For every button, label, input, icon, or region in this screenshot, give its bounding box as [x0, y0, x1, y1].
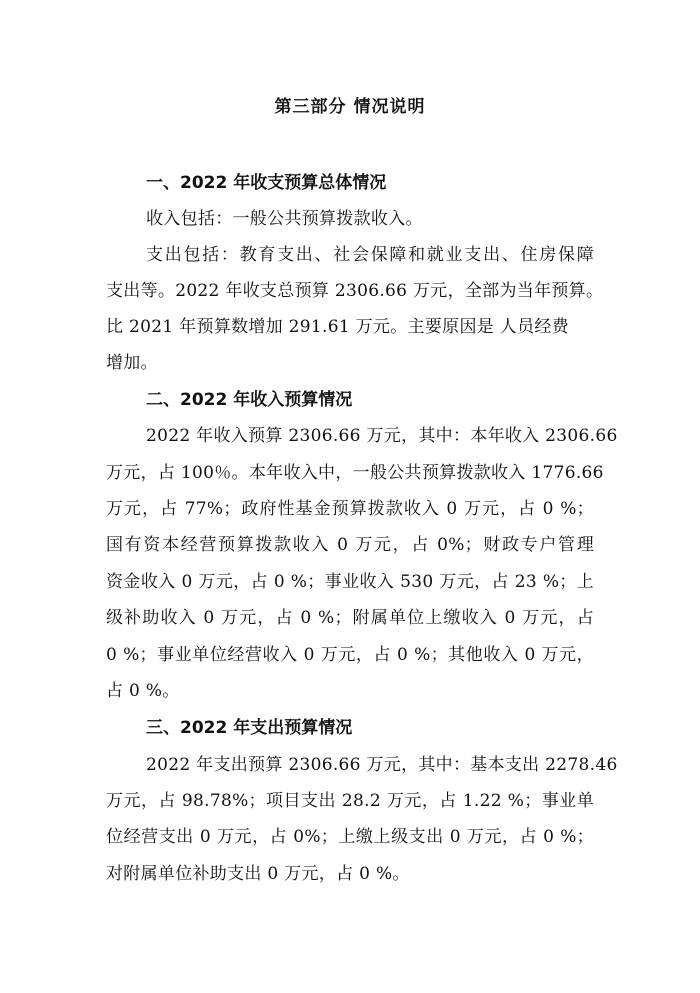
section-1-line-4: 比 2021 年预算数增加 291.61 万元。主要原因是 人员经费	[106, 317, 569, 337]
section-2-line-2: 万元，占 100％。本年收入中，一般公共预算拨款收入 1776.66	[106, 463, 604, 483]
section-2-line-7: 0 %；事业单位经营收入 0 万元，占 0 %；其他收入 0 万元，	[106, 645, 594, 665]
section-3-line-3: 位经营支出 0 万元，占 0%；上缴上级支出 0 万元，占 0 %；	[106, 827, 594, 847]
section-2-line-3: 万元，占 77%；政府性基金预算拨款收入 0 万元，占 0 %；	[106, 499, 594, 519]
section-2-line-1: 2022 年收入预算 2306.66 万元，其中：本年收入 2306.66	[146, 426, 618, 446]
section-3-line-4: 对附属单位补助支出 0 万元，占 0 %。	[106, 864, 410, 884]
section-2-line-4: 国有资本经营预算拨款收入 0 万元，占 0%；财政专户管理	[106, 535, 594, 555]
section-3-line-2: 万元，占 98.78%；项目支出 28.2 万元，占 1.22 %；事业单	[106, 791, 594, 811]
section-2-line-5: 资金收入 0 万元，占 0 %；事业收入 530 万元，占 23 %；上	[106, 572, 594, 592]
section-1-line-2: 支出包括：教育支出、社会保障和就业支出、住房保障	[146, 245, 594, 265]
section-1-line-3: 支出等。2022 年收支总预算 2306.66 万元，全部为当年预算。	[106, 281, 604, 301]
page-title: 第三部分 情况说明	[274, 97, 426, 117]
section-1-line-5: 增加。	[106, 353, 158, 373]
section-3-heading: 三、2022 年支出预算情况	[146, 718, 353, 738]
section-1-line-1: 收入包括：一般公共预算拨款收入。	[146, 209, 423, 229]
section-1-heading: 一、2022 年收支预算总体情况	[146, 173, 387, 193]
section-2-line-8: 占 0 %。	[106, 681, 180, 701]
section-3-line-1: 2022 年支出预算 2306.66 万元，其中：基本支出 2278.46	[146, 755, 618, 775]
section-2-heading: 二、2022 年收入预算情况	[146, 390, 353, 410]
section-2-line-6: 级补助收入 0 万元，占 0 %；附属单位上缴收入 0 万元，占	[106, 608, 594, 628]
